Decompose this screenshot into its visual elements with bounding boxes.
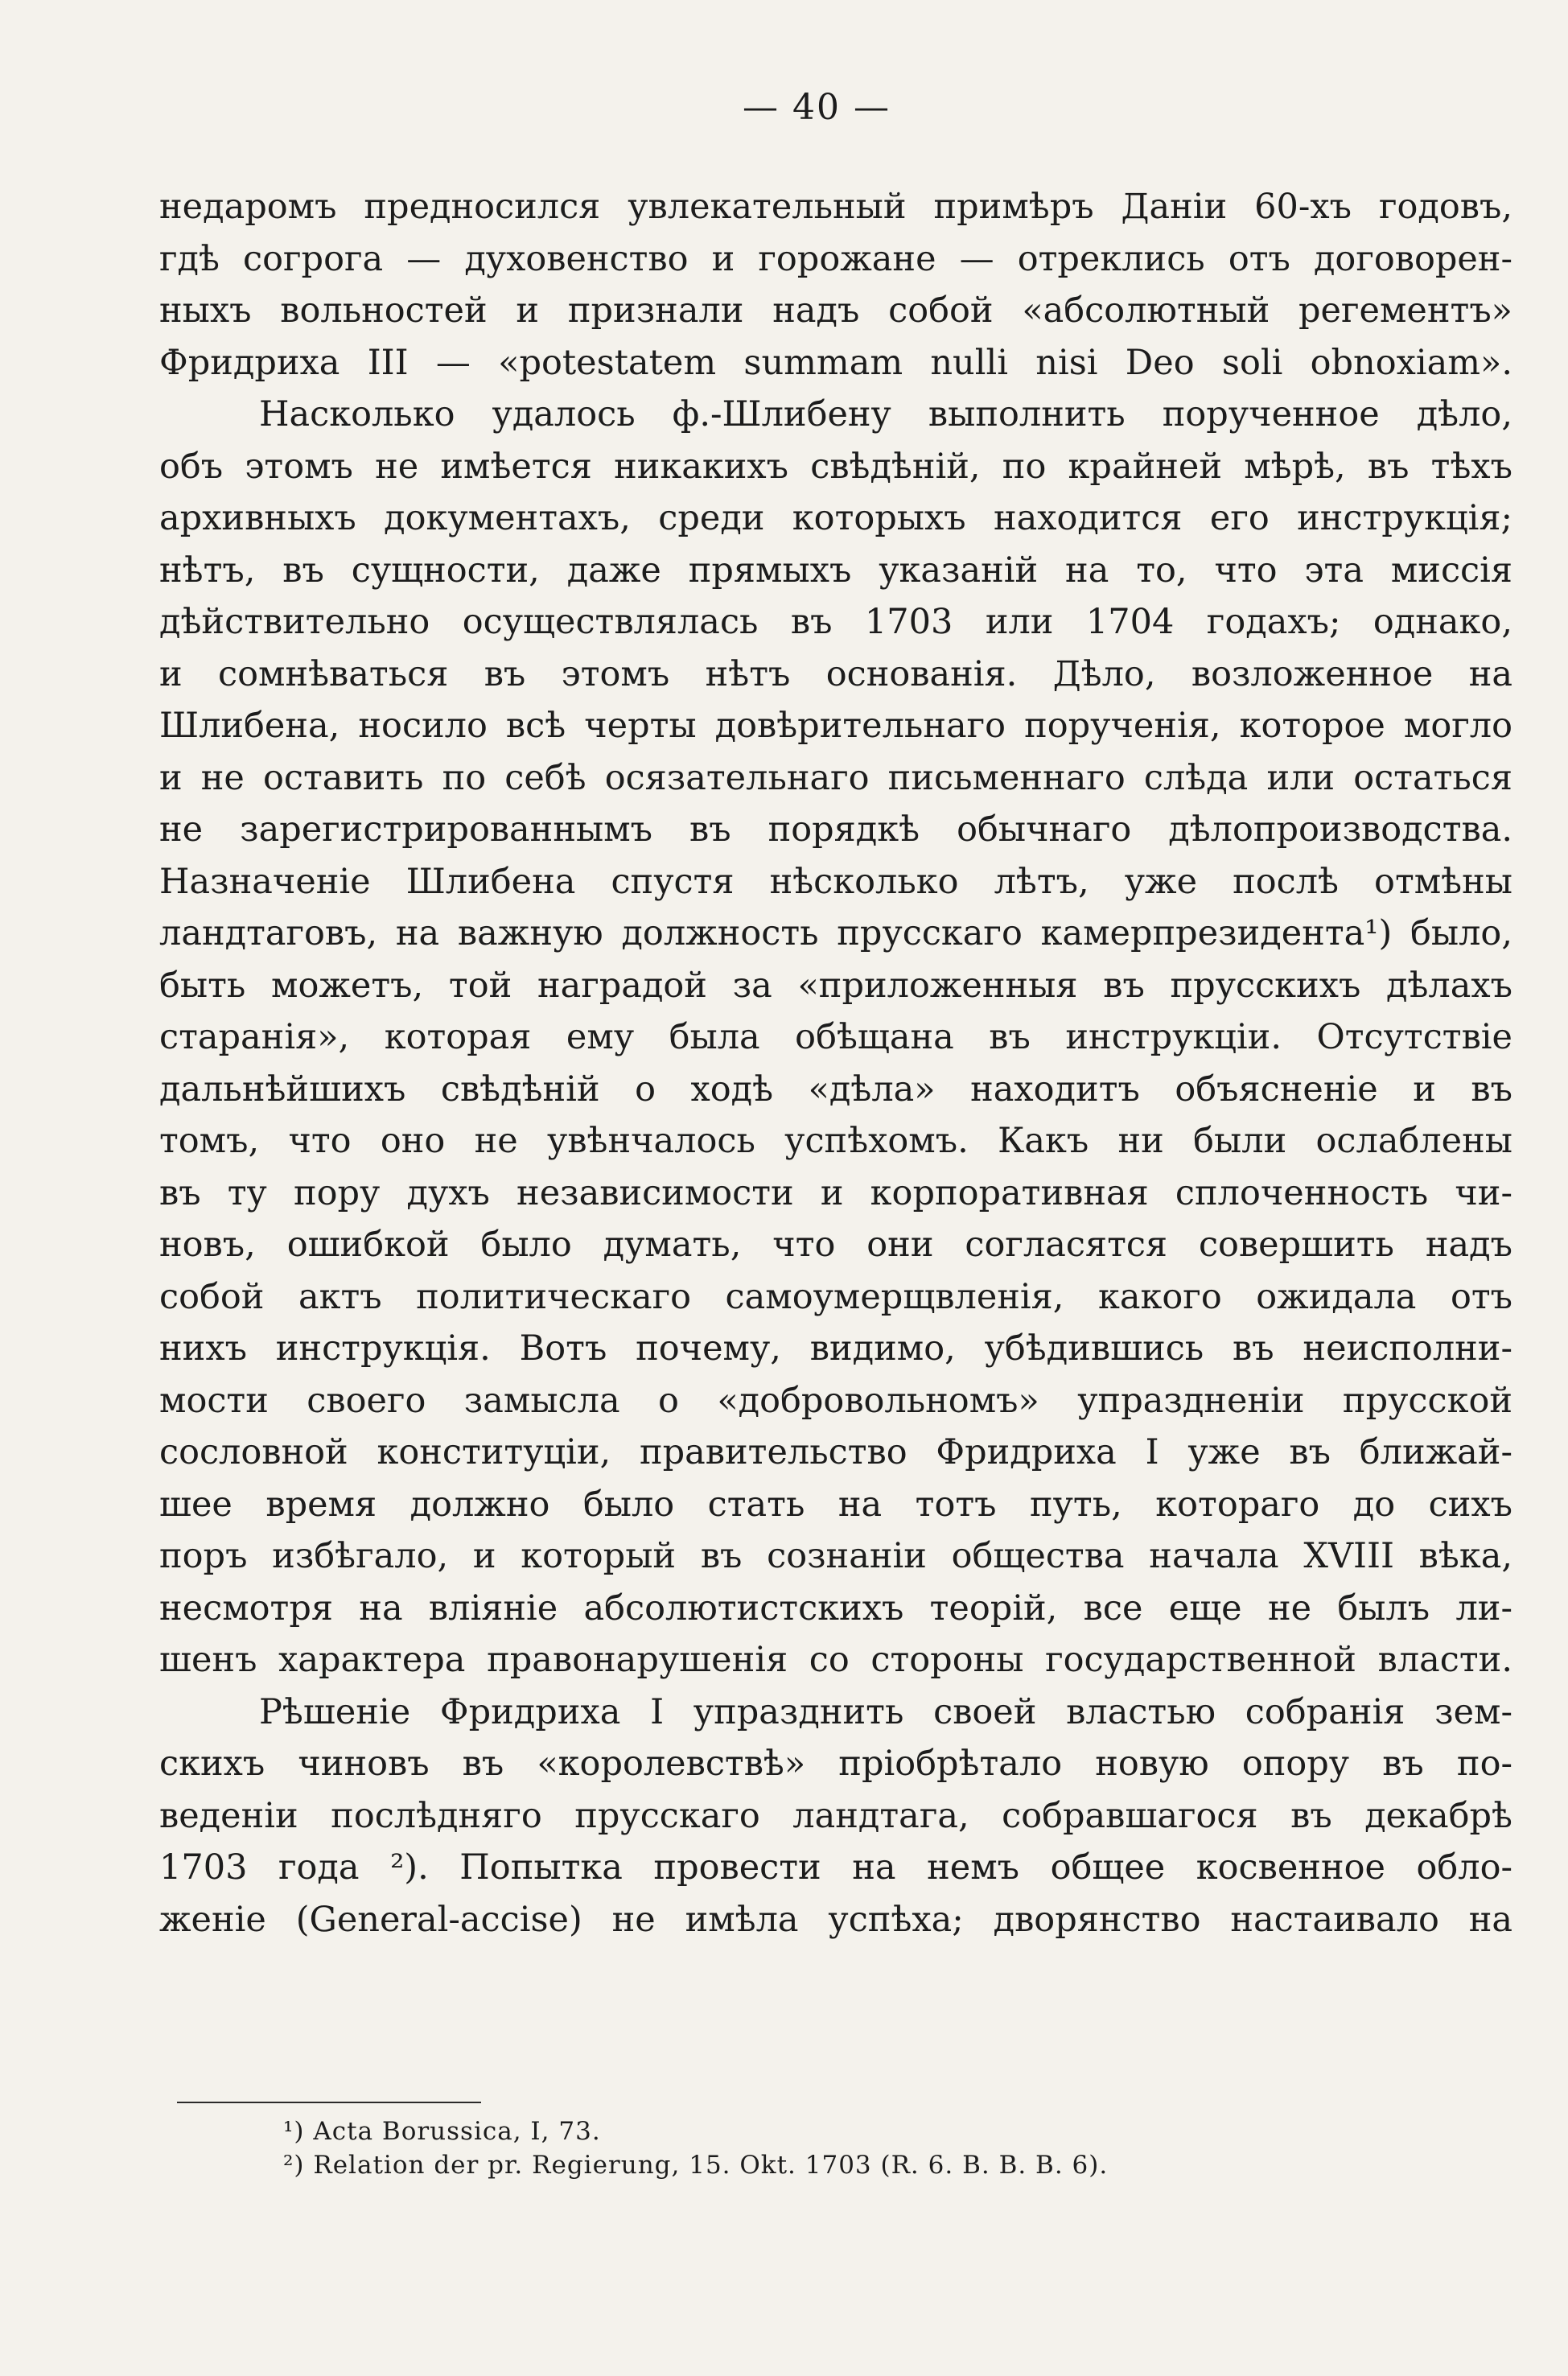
text-line: Фридриха III — «potestatem summam nulli nisi Deo soli obnoxiam». xyxy=(159,342,1512,383)
text-line: архивныхъ документахъ, среди которыхъ находится его инструкція; xyxy=(159,498,1512,538)
text-line: быть можетъ, той наградой за «приложенныя въ прусскихъ дѣлахъ xyxy=(159,965,1512,1006)
text-line: и сомнѣваться въ этомъ нѣтъ основанія. Дѣло, возложенное на xyxy=(159,653,1512,694)
text-line: сословной конституціи, правительство Фридриха I уже въ ближай- xyxy=(159,1432,1512,1472)
footnote-divider xyxy=(177,2102,481,2103)
page-number: — 40 — xyxy=(743,87,891,128)
text-line: Назначеніе Шлибена спустя нѣсколько лѣтъ, уже послѣ отмѣны xyxy=(159,861,1512,902)
text-line: Рѣшеніе Фридриха I упразднить своей властью собранія зем- xyxy=(259,1691,1512,1732)
footnote-1: ¹) Acta Borussica, I, 73. xyxy=(283,2117,601,2146)
text-line: объ этомъ не имѣется никакихъ свѣдѣній, по крайней мѣрѣ, въ тѣхъ xyxy=(159,446,1512,487)
text-line: недаромъ предносился увлекательный примѣръ Даніи 60-хъ годовъ, xyxy=(159,187,1512,227)
text-line: женіе (General-accise) не имѣла успѣха; дворянство настаивало на xyxy=(159,1899,1512,1940)
text-line: Шлибена, носило всѣ черты довѣрительнаго порученія, которое могло xyxy=(159,706,1512,746)
text-line: дѣйствительно осуществлялась въ 1703 или 1704 годахъ; однако, xyxy=(159,602,1512,642)
text-line: 1703 года ²). Попытка провести на немъ общее косвенное обло- xyxy=(159,1847,1512,1888)
paragraph-1 xyxy=(159,181,1512,389)
text-line: гдѣ согрога — духовенство и горожане — отреклись отъ договорен- xyxy=(159,238,1512,279)
text-line: шенъ характера правонарушенія со стороны государственной власти. xyxy=(159,1640,1512,1680)
text-line: дальнѣйшихъ свѣдѣній о ходѣ «дѣла» находитъ объясненіе и въ xyxy=(159,1069,1512,1110)
paragraph-2 xyxy=(159,389,1512,1686)
text-line: не зарегистрированнымъ въ порядкѣ обычнаго дѣлопроизводства. xyxy=(159,809,1512,850)
text-line: ландтаговъ, на важную должность прусскаго камерпрезидента¹) было, xyxy=(159,913,1512,953)
text-line: поръ избѣгало, и который въ сознаніи общества начала XVIII вѣка, xyxy=(159,1536,1512,1576)
text-line: старанія», которая ему была обѣщана въ инструкціи. Отсутствіе xyxy=(159,1017,1512,1057)
text-line: нихъ инструкція. Вотъ почему, видимо, убѣдившись въ неисполни- xyxy=(159,1328,1512,1369)
text-line: веденіи послѣдняго прусскаго ландтага, собравшагося въ декабрѣ xyxy=(159,1795,1512,1836)
text-line: Насколько удалось ф.-Шлибену выполнить порученное дѣло, xyxy=(259,394,1512,434)
text-line: и не оставить по себѣ осязательнаго письменнаго слѣда или остаться xyxy=(159,757,1512,798)
paragraph-3 xyxy=(159,1686,1512,1946)
text-line: томъ, что оно не увѣнчалось успѣхомъ. Какъ ни были ослаблены xyxy=(159,1121,1512,1161)
text-line: ныхъ вольностей и признали надъ собой «абсолютный регементъ» xyxy=(159,290,1512,331)
text-line: новъ, ошибкой было думать, что они согласятся совершить надъ xyxy=(159,1225,1512,1265)
body-text xyxy=(159,181,1512,1946)
text-line: скихъ чиновъ въ «королевствѣ» пріобрѣтало новую опору въ по- xyxy=(159,1744,1512,1784)
text-line: въ ту пору духъ независимости и корпоративная сплоченность чи- xyxy=(159,1172,1512,1213)
text-line: несмотря на вліяніе абсолютистскихъ теорій, все еще не былъ ли- xyxy=(159,1587,1512,1629)
footnotes xyxy=(283,2115,1410,2182)
text-line: мости своего замысла о «добровольномъ» упраздненіи прусской xyxy=(159,1380,1512,1421)
text-line: собой актъ политическаго самоумерщвленія, какого ожидала отъ xyxy=(159,1276,1512,1317)
footnote-2: ²) Relation der pr. Regierung, 15. Okt. 1703 (R. 6. B. B. B. 6). xyxy=(283,2151,1109,2180)
text-line: нѣтъ, въ сущности, даже прямыхъ указаній на то, что эта миссія xyxy=(159,550,1512,591)
text-line: шее время должно было стать на тотъ путь, котораго до сихъ xyxy=(159,1484,1512,1525)
